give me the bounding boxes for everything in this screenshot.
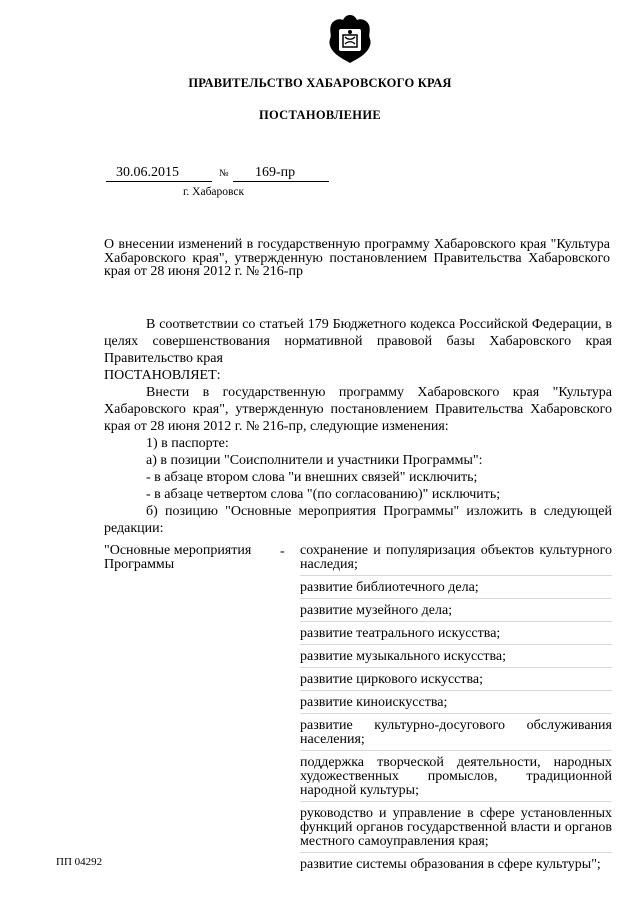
list-item: развитие музейного дела; [300,604,612,622]
body-paragraph: Внести в государственную программу Хабаровского края "Культура Хабаровского края", утвержденную постановлением Правительства Хабаровского края от 28 июня 2012 г. № 216-пр, следующие изменения: [104,385,612,434]
list-item: развитие музыкального искусства; [300,650,612,668]
body-paragraph: 1) в паспорте: [146,436,229,451]
document-subject: О внесении изменений в государственную программу Хабаровского края "Культура Хабаровского края", утвержденную постановлением Правительства Хабаровского края от 28 июня 2012 г. № 216-пр [104,237,610,279]
resolution-keyword: ПОСТАНОВЛЯЕТ: [104,368,221,383]
body-paragraph: б) позицию "Основные мероприятия Программы" изложить в следующей редакции: [104,504,612,536]
government-title: ПРАВИТЕЛЬСТВО ХАБАРОВСКОГО КРАЯ [188,76,452,90]
list-item: развитие театрального искусства; [300,627,612,645]
body-paragraph: а) в позиции "Соисполнители и участники Программы": [146,453,483,468]
number-sign: № [219,168,229,179]
table-left-label: "Основные мероприятия Программы [104,543,252,572]
body-paragraph: - в абзаце четвертом слова "(по согласованию)" исключить; [146,487,501,502]
date-underline [106,181,212,182]
list-item: развитие культурно-досугового обслуживания населения; [300,719,612,751]
list-item: поддержка творческой деятельности, народных художественных промыслов, традиционной народной культуры; [300,756,612,802]
list-item: руководство и управление в сфере установленных функций органов государственной власти и органов местного самоуправления края; [300,807,612,853]
coat-of-arms-emblem [327,13,373,65]
list-item: развитие киноискусства; [300,696,612,714]
table-dash: - [280,544,285,559]
document-code: ПП 04292 [56,856,103,868]
document-number: 169-пр [255,165,296,180]
list-item: развитие системы образования в сфере культуры"; [300,857,601,872]
body-paragraph: В соответствии со статьей 179 Бюджетного кодекса Российской Федерации, в целях совершенствования нормативной правовой базы Хабаровского края Правительство края [104,317,612,366]
list-item: сохранение и популяризация объектов культурного наследия; [300,544,612,576]
document-type-title: ПОСТАНОВЛЕНИЕ [258,108,381,122]
document-date: 30.06.2015 [116,165,179,180]
document-body [104,316,612,537]
list-item: развитие библиотечного дела; [300,581,612,599]
document-city: г. Хабаровск [183,186,245,198]
list-item: развитие циркового искусства; [300,673,612,691]
number-underline [233,181,329,182]
body-paragraph: - в абзаце втором слова "и внешних связей" исключить; [146,470,478,485]
table-items [300,544,612,880]
